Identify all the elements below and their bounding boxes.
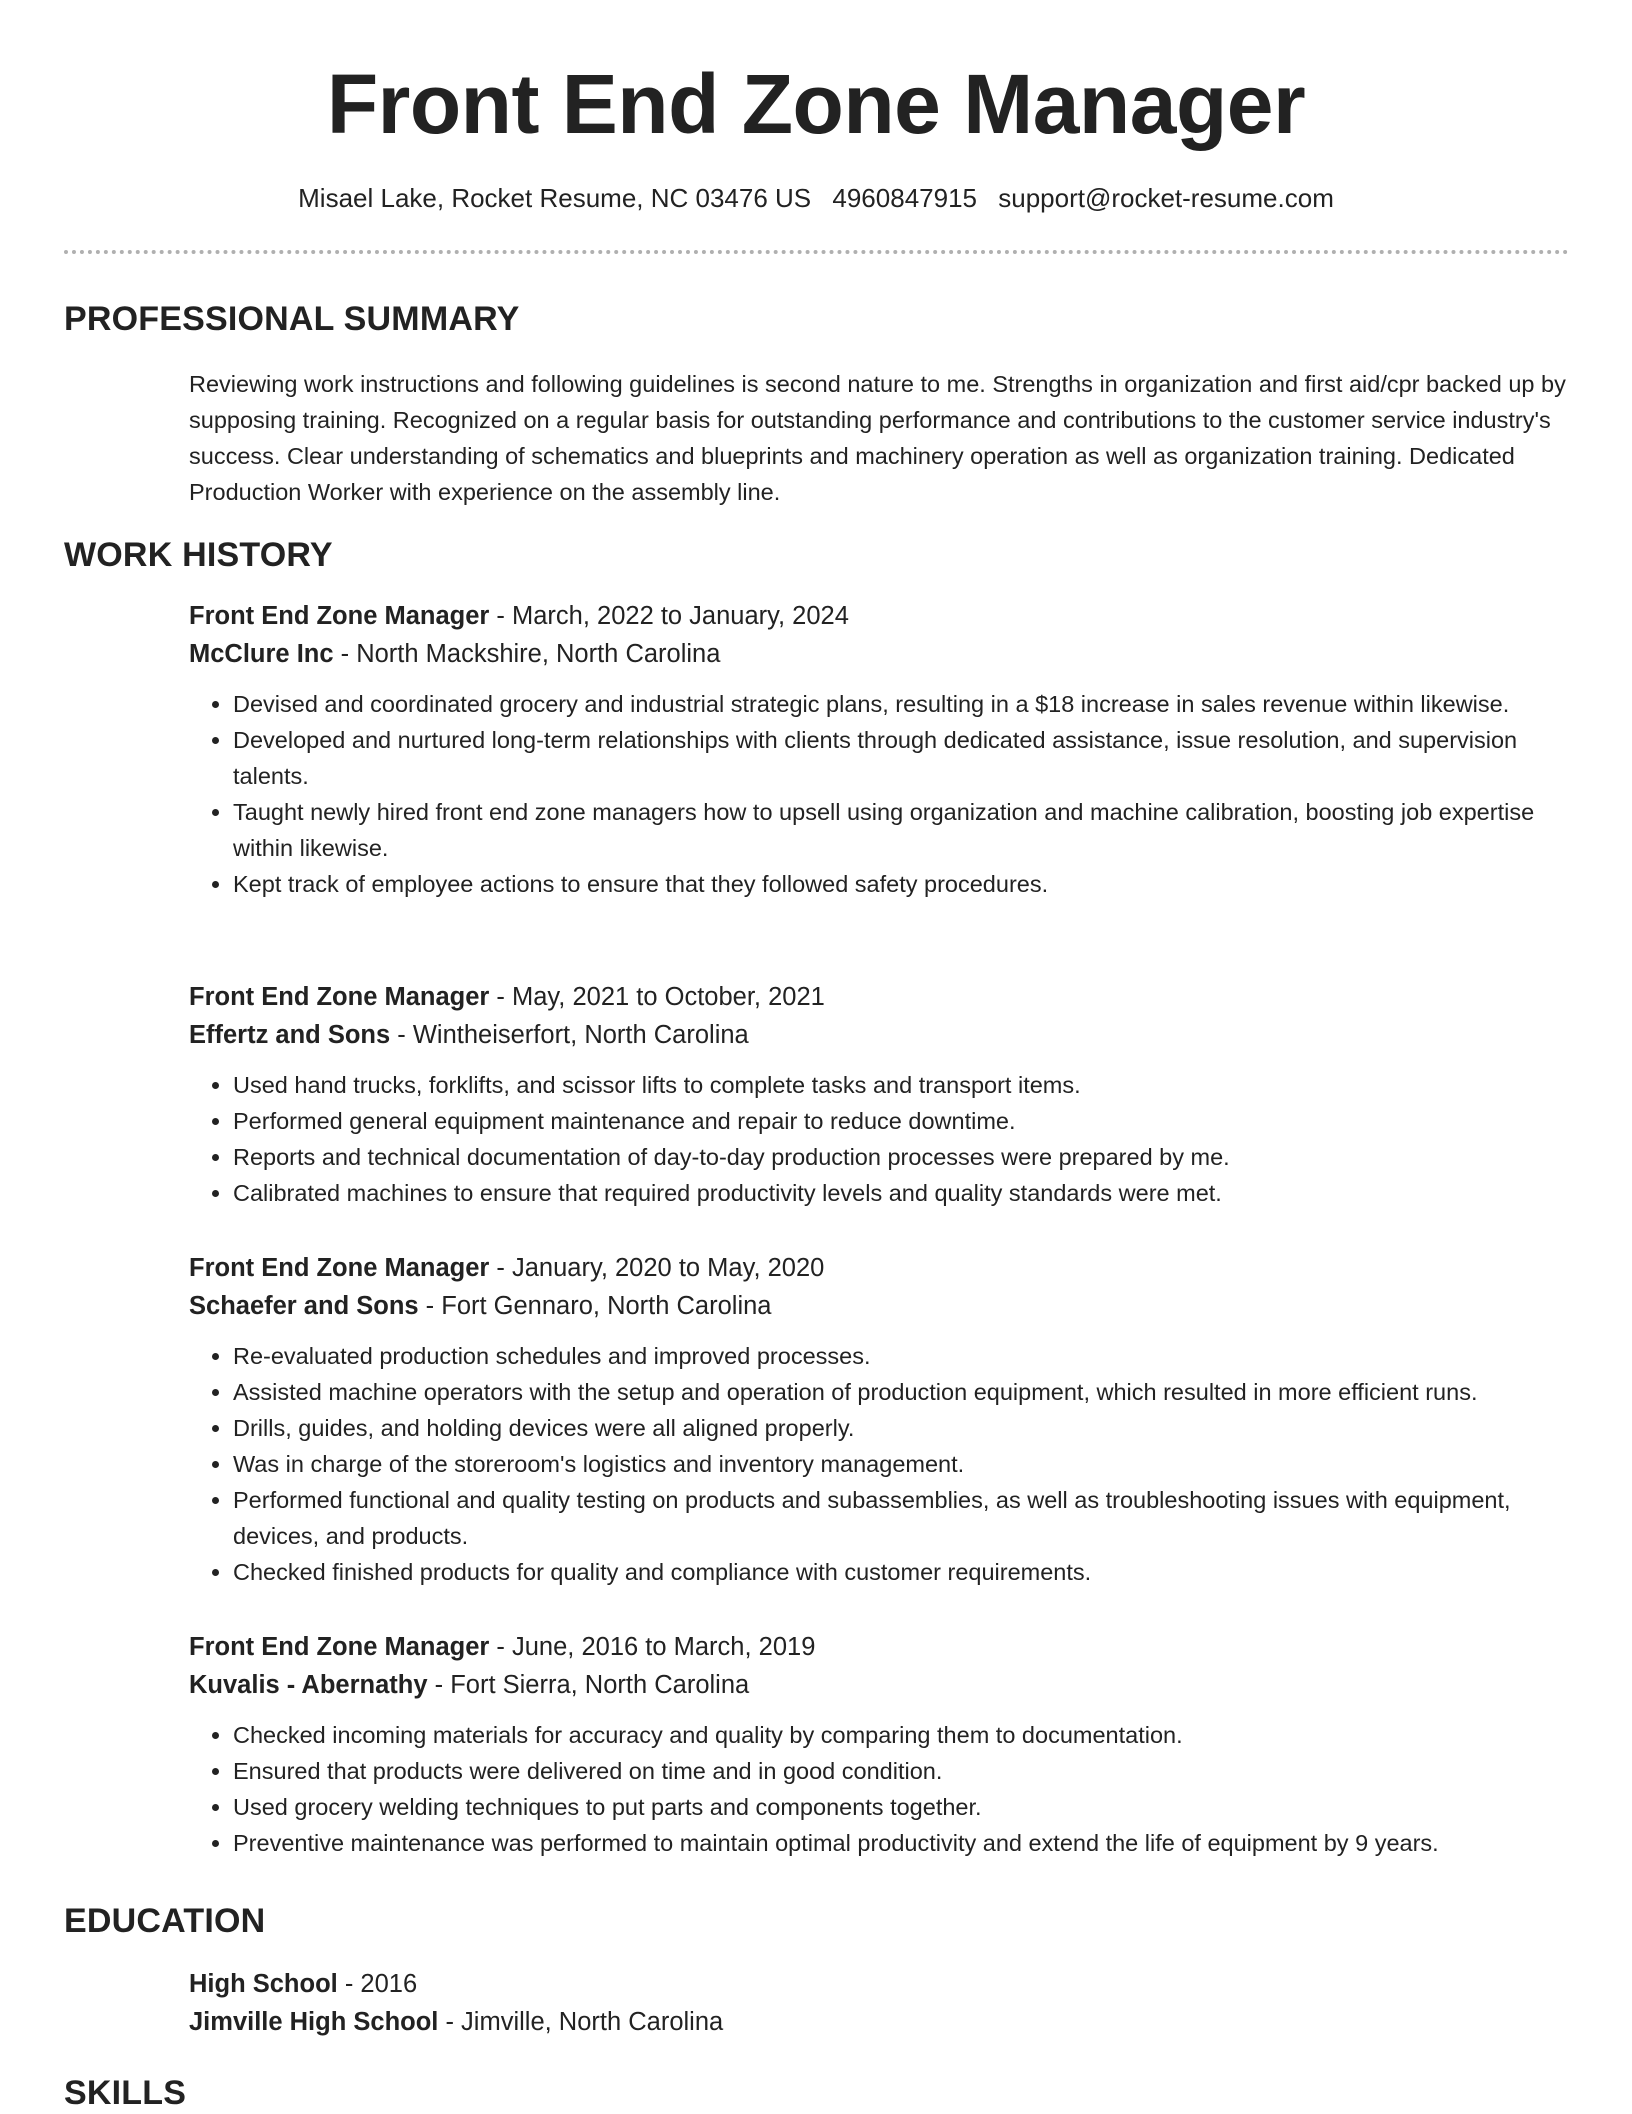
job-dates: - June, 2016 to March, 2019 bbox=[489, 1633, 816, 1661]
resume-name: Front End Zone Manager bbox=[326, 57, 1306, 151]
job-title-line bbox=[189, 597, 1589, 635]
job-bullet: • Assisted machine operators with the setup and operation of production equipment, which resulted in more efficient runs. bbox=[233, 1374, 1589, 1410]
section-title-work-history: WORK HISTORY bbox=[64, 536, 333, 574]
job-bullet: • Performed general equipment maintenance and repair to reduce downtime. bbox=[233, 1103, 1589, 1139]
job-bullets bbox=[189, 1338, 1589, 1590]
job-company: Effertz and Sons bbox=[189, 1021, 391, 1049]
job-bullet: • Used hand trucks, forklifts, and scissor lifts to complete tasks and transport items. bbox=[233, 1067, 1589, 1103]
job-location: - North Mackshire, North Carolina bbox=[333, 640, 721, 668]
job-company: McClure Inc bbox=[189, 640, 334, 668]
job-company-line bbox=[189, 1666, 1589, 1704]
education-degree: High School bbox=[189, 1970, 338, 1998]
job-location: - Fort Sierra, North Carolina bbox=[427, 1671, 750, 1699]
job-title-line bbox=[189, 1249, 1589, 1287]
education-degree-line bbox=[189, 1965, 1589, 2003]
job-dates: - May, 2021 to October, 2021 bbox=[489, 983, 825, 1011]
job-company-line bbox=[189, 635, 1589, 673]
job-bullet: • Was in charge of the storeroom's logistics and inventory management. bbox=[233, 1446, 1589, 1482]
job-title-line bbox=[189, 978, 1589, 1016]
job-title: Front End Zone Manager bbox=[189, 1633, 490, 1661]
contact-email: support@rocket-resume.com bbox=[998, 183, 1334, 213]
job-bullet: • Developed and nurtured long-term relationships with clients through dedicated assistance, issue resolution, and supervision talents. bbox=[233, 722, 1589, 794]
contact-phone: 4960847915 bbox=[832, 183, 977, 213]
job-title-line bbox=[189, 1628, 1589, 1666]
education-entry bbox=[189, 1965, 1589, 2041]
job-bullet: • Taught newly hired front end zone managers how to upsell using organization and machine calibration, boosting job expertise within likewise. bbox=[233, 794, 1589, 866]
section-title-education: EDUCATION bbox=[64, 1902, 266, 1940]
job-location: - Fort Gennaro, North Carolina bbox=[418, 1292, 772, 1320]
job-title: Front End Zone Manager bbox=[189, 1254, 490, 1282]
education-school-line bbox=[189, 2003, 1589, 2041]
job-bullet: • Drills, guides, and holding devices were all aligned properly. bbox=[233, 1410, 1589, 1446]
job-bullet: • Devised and coordinated grocery and industrial strategic plans, resulting in a $18 increase in sales revenue within likewise. bbox=[233, 686, 1589, 722]
job-bullets bbox=[189, 1067, 1589, 1211]
job-entry-3 bbox=[189, 1249, 1589, 1590]
job-company: Kuvalis - Abernathy bbox=[189, 1671, 428, 1699]
education-year: - 2016 bbox=[337, 1970, 418, 1998]
job-company-line bbox=[189, 1287, 1589, 1325]
job-bullet: • Kept track of employee actions to ensure that they followed safety procedures. bbox=[233, 866, 1589, 902]
job-dates: - March, 2022 to January, 2024 bbox=[489, 602, 849, 630]
job-location: - Wintheiserfort, North Carolina bbox=[390, 1021, 749, 1049]
job-dates: - January, 2020 to May, 2020 bbox=[489, 1254, 825, 1282]
job-entry-4 bbox=[189, 1628, 1589, 1861]
job-company: Schaefer and Sons bbox=[189, 1292, 419, 1320]
job-entry-2 bbox=[189, 978, 1589, 1211]
job-bullet: • Calibrated machines to ensure that required productivity levels and quality standards were met. bbox=[233, 1175, 1589, 1211]
education-location: - Jimville, North Carolina bbox=[438, 2008, 724, 2036]
section-title-summary: PROFESSIONAL SUMMARY bbox=[64, 300, 520, 338]
job-title: Front End Zone Manager bbox=[189, 602, 490, 630]
job-bullets bbox=[189, 686, 1589, 902]
job-bullet: • Reports and technical documentation of day-to-day production processes were prepared by me. bbox=[233, 1139, 1589, 1175]
job-bullet: • Re-evaluated production schedules and improved processes. bbox=[233, 1338, 1589, 1374]
education-school: Jimville High School bbox=[189, 2008, 439, 2036]
section-title-skills: SKILLS bbox=[64, 2074, 187, 2112]
job-title: Front End Zone Manager bbox=[189, 983, 490, 1011]
header-divider bbox=[64, 250, 1569, 254]
contact-address: Misael Lake, Rocket Resume, NC 03476 US bbox=[298, 183, 812, 213]
job-bullet: • Preventive maintenance was performed to maintain optimal productivity and extend the life of equipment by 9 years. bbox=[233, 1825, 1589, 1861]
summary-text: Reviewing work instructions and following guidelines is second nature to me. Strengths in organization and first aid/cpr backed up by supposing training. Recognized on a regular basis for outstanding performance and contributions to the customer service industry's success. Clear understanding of schematics and blueprints and machinery operation as well as organization training. Dedicated Production Worker with experience on the assembly line. bbox=[189, 371, 1566, 505]
job-bullet: • Checked finished products for quality and compliance with customer requirements. bbox=[233, 1554, 1589, 1590]
job-bullet: • Ensured that products were delivered on time and in good condition. bbox=[233, 1753, 1589, 1789]
job-entry-1 bbox=[189, 597, 1589, 902]
job-bullet: • Performed functional and quality testing on products and subassemblies, as well as troubleshooting issues with equipment, devices, and products. bbox=[233, 1482, 1589, 1554]
contact-info bbox=[0, 180, 1632, 216]
job-bullet: • Checked incoming materials for accuracy and quality by comparing them to documentation. bbox=[233, 1717, 1589, 1753]
job-company-line bbox=[189, 1016, 1589, 1054]
job-bullet: • Used grocery welding techniques to put parts and components together. bbox=[233, 1789, 1589, 1825]
job-bullets bbox=[189, 1717, 1589, 1861]
